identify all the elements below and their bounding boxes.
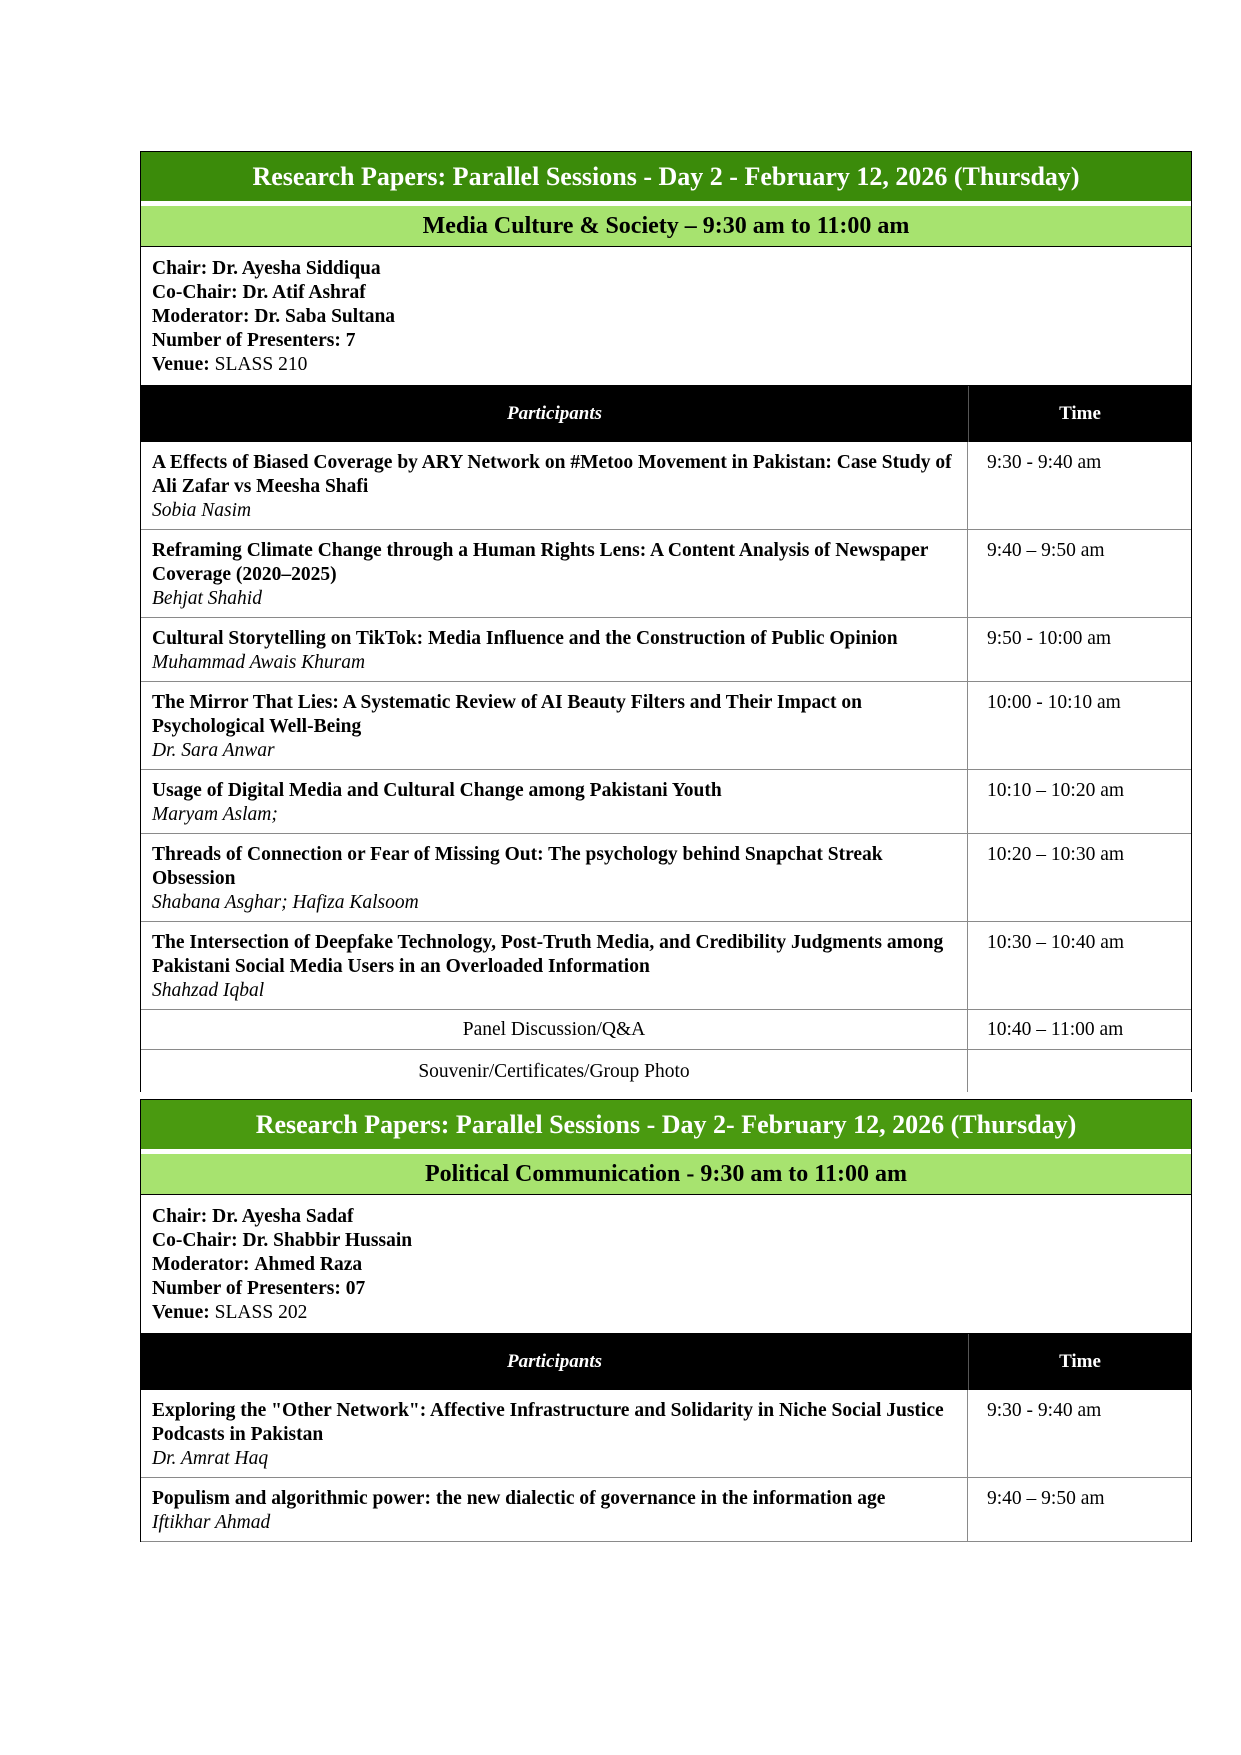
paper-author: Dr. Amrat Haq — [152, 1448, 269, 1469]
paper-time: 9:40 – 9:50 am — [987, 540, 1105, 561]
paper-author: Muhammad Awais Khuram — [152, 652, 366, 673]
papers-table — [140, 442, 1192, 1092]
moderator-row — [152, 1253, 1180, 1277]
table-header — [141, 386, 1191, 442]
souvenir-time — [968, 1050, 1191, 1092]
session-subhead: Political Communication - 9:30 am to 11:00 am — [141, 1154, 1191, 1195]
souvenir-label: Souvenir/Certificates/Group Photo — [141, 1050, 968, 1092]
paper-time: 10:00 - 10:10 am — [987, 692, 1121, 713]
table-row — [141, 682, 1191, 770]
session-info — [141, 247, 1191, 386]
session-banner: Research Papers: Parallel Sessions - Day 2- February 12, 2026 (Thursday) — [141, 1100, 1191, 1154]
paper-title: The Intersection of Deepfake Technology, Post-Truth Media, and Credibility Judgments among Pakistani Social Media Users in an Overloaded Information — [152, 932, 944, 977]
chair-row — [152, 1205, 1180, 1229]
paper-author: Shabana Asghar; Hafiza Kalsoom — [152, 892, 419, 913]
chair-label: Chair: — [152, 1206, 208, 1227]
paper-author: Shahzad Iqbal — [152, 980, 265, 1001]
papers-table — [140, 1390, 1192, 1542]
cochair-label: Co-Chair: — [152, 1230, 238, 1251]
paper-author: Dr. Sara Anwar — [152, 740, 275, 761]
venue-row — [152, 1301, 1180, 1325]
presenters-label: Number of Presenters: — [152, 330, 341, 351]
session-banner: Research Papers: Parallel Sessions - Day 2 - February 12, 2026 (Thursday) — [141, 152, 1191, 206]
paper-author: Maryam Aslam; — [152, 804, 278, 825]
paper-title: The Mirror That Lies: A Systematic Review of AI Beauty Filters and Their Impact on Psychological Well-Being — [152, 692, 862, 737]
paper-author: Behjat Shahid — [152, 588, 262, 609]
table-row — [141, 442, 1191, 530]
moderator-label: Moderator: — [152, 306, 250, 327]
paper-title: Usage of Digital Media and Cultural Change among Pakistani Youth — [152, 780, 722, 801]
participants-header: Participants — [141, 386, 969, 442]
venue-label: Venue: — [152, 1302, 210, 1323]
paper-time: 9:30 - 9:40 am — [987, 452, 1102, 473]
chair-label: Chair: — [152, 258, 208, 279]
paper-time: 10:30 – 10:40 am — [987, 932, 1125, 953]
presenters-value: 7 — [345, 330, 356, 351]
chair-row — [152, 257, 1180, 281]
chair-value: Dr. Ayesha Sadaf — [212, 1206, 354, 1227]
table-row — [141, 530, 1191, 618]
presenters-value: 07 — [345, 1278, 366, 1299]
presenters-row — [152, 1277, 1180, 1301]
moderator-row — [152, 305, 1180, 329]
table-row — [141, 922, 1191, 1010]
table-row — [141, 1478, 1191, 1542]
paper-time: 9:50 - 10:00 am — [987, 628, 1112, 649]
venue-value: SLASS 210 — [214, 354, 308, 375]
venue-row — [152, 353, 1180, 377]
paper-title: Exploring the "Other Network": Affective Infrastructure and Solidarity in Niche Social Justice Podcasts in Pakistan — [152, 1400, 944, 1445]
session-info — [141, 1195, 1191, 1334]
moderator-label: Moderator: — [152, 1254, 250, 1275]
paper-time: 9:40 – 9:50 am — [987, 1488, 1105, 1509]
panel-row — [141, 1010, 1191, 1050]
table-row — [141, 618, 1191, 682]
participants-header: Participants — [141, 1334, 969, 1390]
paper-author: Iftikhar Ahmad — [152, 1512, 271, 1533]
paper-time: 9:30 - 9:40 am — [987, 1400, 1102, 1421]
paper-title: Threads of Connection or Fear of Missing Out: The psychology behind Snapchat Streak Obsession — [152, 844, 883, 889]
time-header: Time — [1059, 403, 1101, 424]
panel-label: Panel Discussion/Q&A — [141, 1010, 968, 1049]
souvenir-row — [141, 1050, 1191, 1092]
moderator-value: Dr. Saba Sultana — [254, 306, 396, 327]
cochair-row — [152, 1229, 1180, 1253]
cochair-value: Dr. Shabbir Hussain — [242, 1230, 413, 1251]
paper-time: 10:10 – 10:20 am — [987, 780, 1125, 801]
cochair-value: Dr. Atif Ashraf — [242, 282, 366, 303]
paper-title: Reframing Climate Change through a Human Rights Lens: A Content Analysis of Newspaper Coverage (2020–2025) — [152, 540, 929, 585]
paper-title: Populism and algorithmic power: the new dialectic of governance in the information age — [152, 1488, 886, 1509]
paper-title: Cultural Storytelling on TikTok: Media Influence and the Construction of Public Opinion — [152, 628, 898, 649]
session-media-culture — [140, 151, 1192, 1092]
paper-title: A Effects of Biased Coverage by ARY Network on #Metoo Movement in Pakistan: Case Study of Ali Zafar vs Meesha Shafi — [152, 452, 952, 497]
table-row — [141, 834, 1191, 922]
paper-author: Sobia Nasim — [152, 500, 252, 521]
venue-value: SLASS 202 — [214, 1302, 308, 1323]
presenters-row — [152, 329, 1180, 353]
moderator-value: Ahmed Raza — [254, 1254, 363, 1275]
venue-label: Venue: — [152, 354, 210, 375]
paper-time: 10:20 – 10:30 am — [987, 844, 1125, 865]
table-row — [141, 770, 1191, 834]
table-header — [141, 1334, 1191, 1390]
presenters-label: Number of Presenters: — [152, 1278, 341, 1299]
chair-value: Dr. Ayesha Siddiqua — [212, 258, 381, 279]
table-row — [141, 1390, 1191, 1478]
panel-time: 10:40 – 11:00 am — [987, 1019, 1124, 1040]
session-political-communication — [140, 1099, 1192, 1542]
cochair-label: Co-Chair: — [152, 282, 238, 303]
time-header: Time — [1059, 1351, 1101, 1372]
cochair-row — [152, 281, 1180, 305]
session-subhead: Media Culture & Society – 9:30 am to 11:00 am — [141, 206, 1191, 247]
